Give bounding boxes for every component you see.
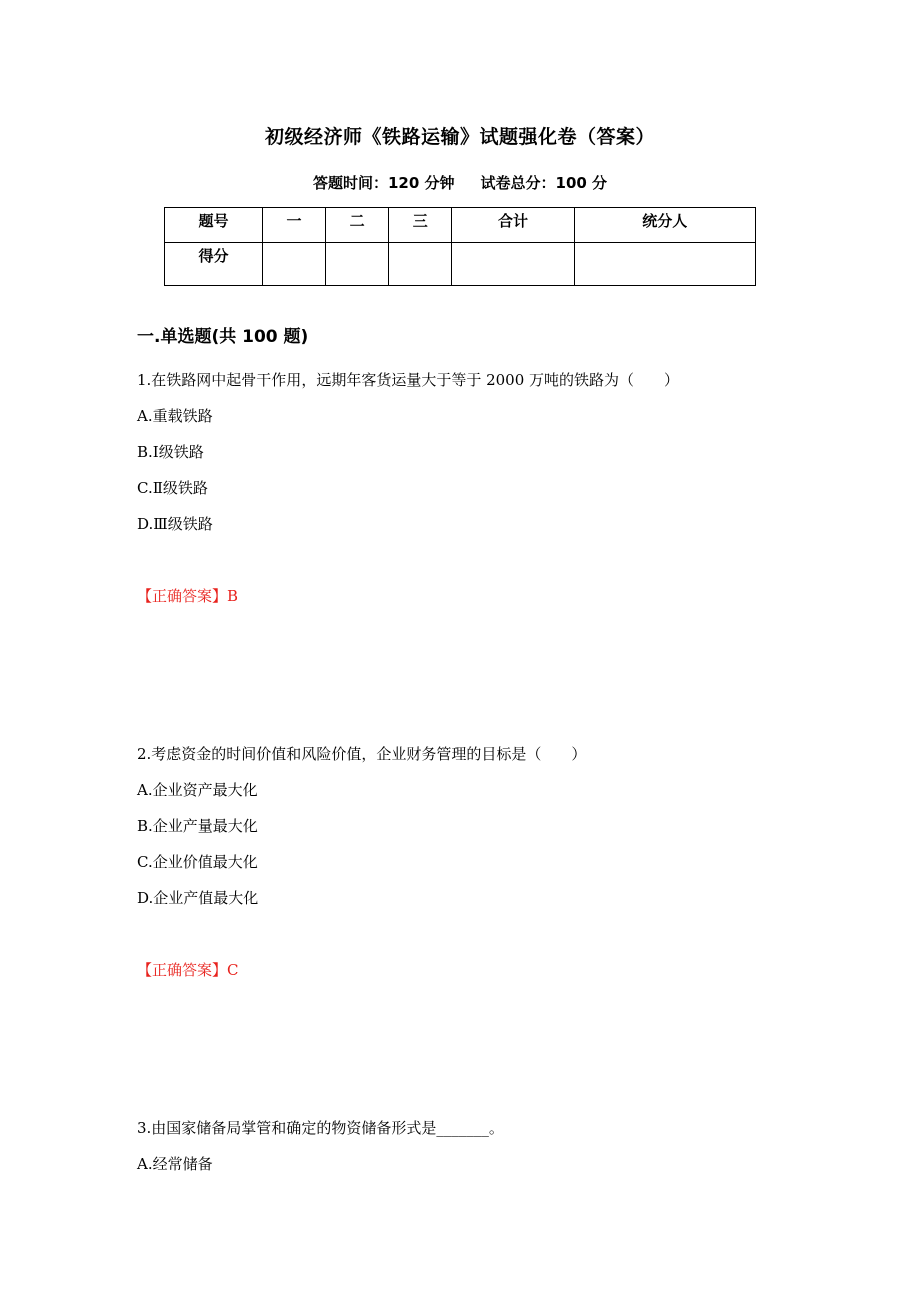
exam-meta (0, 172, 920, 193)
question-option: C.Ⅱ级铁路 (137, 479, 208, 497)
question-option: C.企业价值最大化 (137, 853, 258, 871)
score-table-header-cell: 合计 (452, 208, 574, 243)
score-table-header-cell: 一 (263, 208, 326, 243)
section-title: 一.单选题(共 100 题) (137, 327, 309, 347)
question-option: A.经常储备 (137, 1155, 213, 1173)
exam-total-score: 试卷总分：100 分 (480, 174, 608, 192)
document-title: 初级经济师《铁路运输》试题强化卷（答案） (264, 126, 655, 148)
score-table-header-cell: 三 (389, 208, 452, 243)
exam-time: 答题时间：120 分钟 (312, 174, 455, 192)
correct-answer: 【正确答案】C (137, 961, 239, 979)
question-option: A.企业资产最大化 (137, 781, 258, 799)
question-option: B.企业产量最大化 (137, 817, 258, 835)
score-cell (326, 243, 389, 286)
question-option: D.企业产值最大化 (137, 889, 259, 907)
question-stem: 2.考虑资金的时间价值和风险价值，企业财务管理的目标是（ ） (137, 745, 587, 763)
score-table-header-cell: 统分人 (574, 208, 755, 243)
score-table (164, 207, 756, 286)
score-table-header-cell: 题号 (165, 208, 263, 243)
question-option: D.Ⅲ级铁路 (137, 515, 213, 533)
score-cell (452, 243, 574, 286)
score-cell (389, 243, 452, 286)
score-row-label: 得分 (165, 243, 263, 286)
question-stem: 3.由国家储备局掌管和确定的物资储备形式是_______。 (137, 1119, 504, 1137)
score-table-score-row (165, 243, 756, 286)
question-stem: 1.在铁路网中起骨干作用，远期年客货运量大于等于 2000 万吨的铁路为（ ） (137, 371, 680, 389)
score-cell (263, 243, 326, 286)
question-option: A.重载铁路 (137, 407, 213, 425)
score-table-header-row (165, 208, 756, 243)
question-option: B.Ⅰ级铁路 (137, 443, 204, 461)
correct-answer: 【正确答案】B (137, 587, 239, 605)
score-cell (574, 243, 755, 286)
score-table-header-cell: 二 (326, 208, 389, 243)
